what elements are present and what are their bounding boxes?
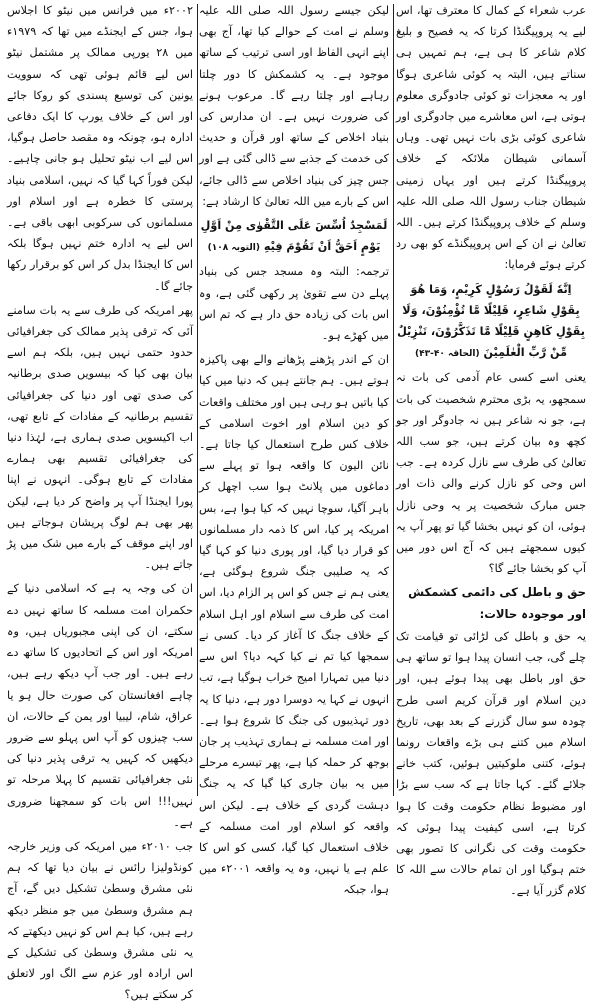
paragraph: جب ۲۰۱۰ء میں امریکہ کی وزیر خارجہ کونڈولیزا رائس نے بیان دیا تھا کہ ہم نئی مشرق وسطیٰ تشکیل دیں گے، آج ہم مشرق وسطیٰ میں جو منظر دیکھ رہے ہیں، کیا ہم اس کو نہیں دیکھتے کہ یہ نئی مشرق وسطیٰ کی تشکیل کے اس ارادہ اور عزم سے الگ اور لاتعلق کر سکتے ہیں؟ [7,839,193,1002]
paragraph: ان کی وجہ یہ ہے کہ اسلامی دنیا کے حکمران امت مسلمہ کا ساتھ نہیں دے سکتے، ان کی اپنی مجبوریاں ہیں، وہ امریکہ اور اس کے اتحادیوں کا ساتھ دے رہے ہیں۔ اور جب آپ دیکھ رہے ہیں، چاہے افغانستان کی صورت حال ہو یا عراق، شام، لیبیا اور یمن کے حالات، ان سب چیزوں کو آپ اس پہلو سے ضرور دیکھیں کہ کہیں یہ ترقی پذیر دنیا کی نئی جغرافیائی تقسیم کا پہلا مرحلہ تو نہیں!!! اس بات کو سمجھنا ضروری ہے۔ [7,582,193,829]
verse-reference: (التوبہ ۱۰۸) [207,243,260,254]
paragraph: ۲۰۰۲ء میں فرانس میں نیٹو کا اجلاس ہوا، جس کے ایجنڈے میں تھا کہ ۱۹۷۹ء میں ۲۸ یورپی ممالک پر مشتمل نیٹو اس لیے قائم ہوئی تھی کہ سوویت یونین کی توسیع پسندی کو روکا جائے اور اس کے خلاف یورپ کا ایک دفاعی ادارہ ہو، چونکہ وہ مقصد حاصل ہوگیا، اس لیے اب نیٹو تحلیل ہو جانی چاہیے۔ لیکن فوراً کہا گیا کہ نہیں، اسلامی بنیاد پرستی کا خطرہ ہے اور اسلام اور مسلمانوں کی سرکوبی ابھی باقی ہے۔ اس لیے یہ ادارہ ختم نہیں ہوگا بلکہ اس کا ایجنڈا بدل کر اس کو برقرار رکھا جائے گا۔ [7,4,193,293]
verse-text: اِنَّهٗ لَقَوْلُ رَسُوْلٍ كَرِيْمٍ، وَمَا هُوَ بِقَوْلِ شَاعِرٍ، قَلِيْلًا مَّا تُؤْمِنُوْنَ، وَلَا بِقَوْلِ كَاهِنٍ قَلِيْلًا مَّا تَذَكَّرُوْنَ، تَنْزِيْلٌ مِّنْ رَّبِّ الْعٰلَمِيْنَ [397,282,585,360]
paragraph: ان کے اندر پڑھنے پڑھانے والے بھی پاکیزہ ہوتے ہیں۔ ہم جانتے ہیں کہ دنیا میں کیا کیا باتیں ہو رہی ہیں اور مختلف واقعات کو دین اسلام اور اخوت اسلامی کے خلاف کس طرح استعمال کیا جاتا ہے۔ نائن الیون کا واقعہ ہوا تو پہلے سے دماغوں میں پلانٹ ہوا سب اچھل کر باہر آگیا، سوچا نہیں کہ کیا ہوا ہے، بس امریکہ پر کیا، اس کا ذمہ دار مسلمانوں کو قرار دیا گیا، اور پوری دنیا کو کہا گیا کہ یہ صلیبی جنگ شروع ہوگئی ہے، یعنی ہم نے جس کو اس پر الزام دیا، اس امت کی طرف سے اسلام اور اہل اسلام کے خلاف جنگ کا آغاز کر دیا۔ کسی نے سمجھا کیا تم نے کیا کہہ دیا؟ اس سے دنیا میں تمہارا امیج خراب ہوگیا ہے، تب انہوں نے کہا یہ دوسرا دور ہے، دنیا کا یہ دور تہذیبوں کی جنگ کا شروع ہوا ہے۔ اور امت مسلمہ نے ہماری تہذیب پر جان بوجھ کر حملہ کیا ہے، پھر تیسرے مرحلے میں یہ بیان جاری کیا گیا کہ یہ جنگ دہشت گردی کے خلاف ہے۔ لیکن اس واقعہ کو اسلام اور امت مسلمہ کے خلاف استعمال کیا گیا، کسی کو اس کا علم ہے یا نہیں، وہ یہ واقعہ ۲۰۰۱ء میں ہوا، جبکہ [199,353,390,897]
paragraph: پھر امریکہ کی طرف سے یہ بات سامنے آئی کہ ترقی پذیر ممالک کی جغرافیائی حدود حتمی نہیں ہیں، بلکہ ہم اسے بیان بھی کیا کہ بیسویں صدی برطانیہ کی صدی تھی اور دنیا کی جغرافیائی تقسیم برطانیہ کے مفادات کے تابع تھی، اب اکیسویں صدی ہماری ہے، لہٰذا دنیا کی جغرافیائی تقسیم بھی ہمارے مفادات کے تابع ہوگی۔ انہوں نے اپنا پورا ایجنڈا آپ پر واضح کر دیا ہے، لیکن پھر بھی ہم لوگ پریشان ہوجاتے ہیں اور اپنے موقف کے بارے میں شک میں پڑ جاتے ہیں۔ [7,303,193,572]
section-heading: حق و باطل کی دائمی کشمکش اور موجودہ حالات: [408,585,586,621]
translation-paragraph: ترجمہ: البتہ وہ مسجد جس کی بنیاد پہلے دن سے تقویٰ پر رکھی گئی ہے، وہ اس بات کی زیادہ حق دار ہے کہ تم اس میں کھڑے ہو۔ [199,265,389,343]
paragraph: عرب شعراء کے کمال کا معترف تھا، اس لیے یہ پروپیگنڈا کرتا کہ یہ فصیح و بلیغ کلام شاعر کا ہی ہے، ہم تمہیں ہی سناتے ہیں، البتہ یہ کوئی شاعری ہوگا اور یہ معجزات تو کوئی جادوگری معلوم ہوتی ہے، اس معاشرے میں جادوگری اور شاعری کوئی بڑی بات نہیں تھی۔ وہاں آسمانی شیطان ملائکہ کے خلاف پروپیگنڈا کرتے ہیں اور یہاں زمینی شیطان جناب رسول اللہ صلی اللہ علیہ وسلم کے خلاف پروپیگنڈا کرتے ہیں۔ اللہ تعالیٰ نے ان کے اس پروپیگنڈے کو بھی رد کرتے ہوئے فرمایا: [396,4,586,272]
text-column-left [7,0,193,1002]
quran-verse [199,215,389,259]
paragraph: لیکن جیسے رسول اللہ صلی اللہ علیہ وسلم نے امت کے حوالے کیا تھا، آج بھی اپنے انہی الفاظ اور اسی ترتیب کے ساتھ موجود ہے۔ یہ کشمکش کا دور چلتا رہاہے اور چلتا رہے گا۔ مرعوب ہونے کی ضرورت نہیں ہے۔ ان مدارس کی بنیاد اخلاص کے ساتھ اور قرآن و حدیث کی خدمت کے جذبے سے ڈالی گئی ہے اور جس چیز کی بنیاد اخلاص سے ڈالی جائے، اس کے بارے میں اللہ تعالیٰ کا ارشاد ہے: [199,4,389,208]
verse-reference: (الحاقہ ۴۰-۴۳) [414,349,480,360]
text-column-right [396,0,586,898]
quran-verse [396,279,586,366]
column-divider [197,4,198,796]
paragraph: یعنی اسے کسی عام آدمی کی بات نہ سمجھو، یہ بڑی محترم شخصیت کی بات ہے، جو نہ شاعر ہیں نہ جادوگر اور جو کچھ وہ بیان کرتے ہیں، جو سب اللہ تعالیٰ کی طرف سے نازل کردہ ہے۔ جب اس وحی کو نازل کرنے والی ذات اور جس مبارک شخصیت پر یہ وحی نازل ہوئی، ان کو نہیں بخشا گیا تو پھر آپ یہ کیوں سمجھتے ہیں کہ آج اس دور میں آپ کو بخشا جائے گا؟ [396,371,586,576]
verse-text: لَمَسْجِدٌ اُسِّسَ عَلَى التَّقْوٰى مِنْ اَوَّلِ يَوْمٍ اَحَقُّ اَنْ تَقُوْمَ فِيْهِ [200,219,388,254]
paragraph: یہ حق و باطل کی لڑائی تو قیامت تک چلے گی، جب انسان پیدا ہوا تو ساتھ ہی حق اور باطل بھی پیدا ہوئے ہیں، اور دین اسلام اور قرآن کریم اسی طرح چودہ سو سال گزرنے کے بعد بھی، تاریخ اسلام میں کتنے ہی بڑے واقعات رونما ہوئے، کتنی ملوکیتیں ہوئیں، کتب خانے جلائے گئے۔ کہا جاتا ہے کہ سب سے بڑا اور مضبوط نظام حکومت وقت کا ہوا کرتا ہے، اسی کیفیت پیدا ہوئی کہ حکومت وقت کی نگرانی کا تصور بھی ختم ہوگیا اور ان تمام حالات سے اللہ کا کلام گزر آیا ہے۔ [396,629,586,898]
column-divider [393,4,394,796]
text-column-middle [199,0,390,897]
